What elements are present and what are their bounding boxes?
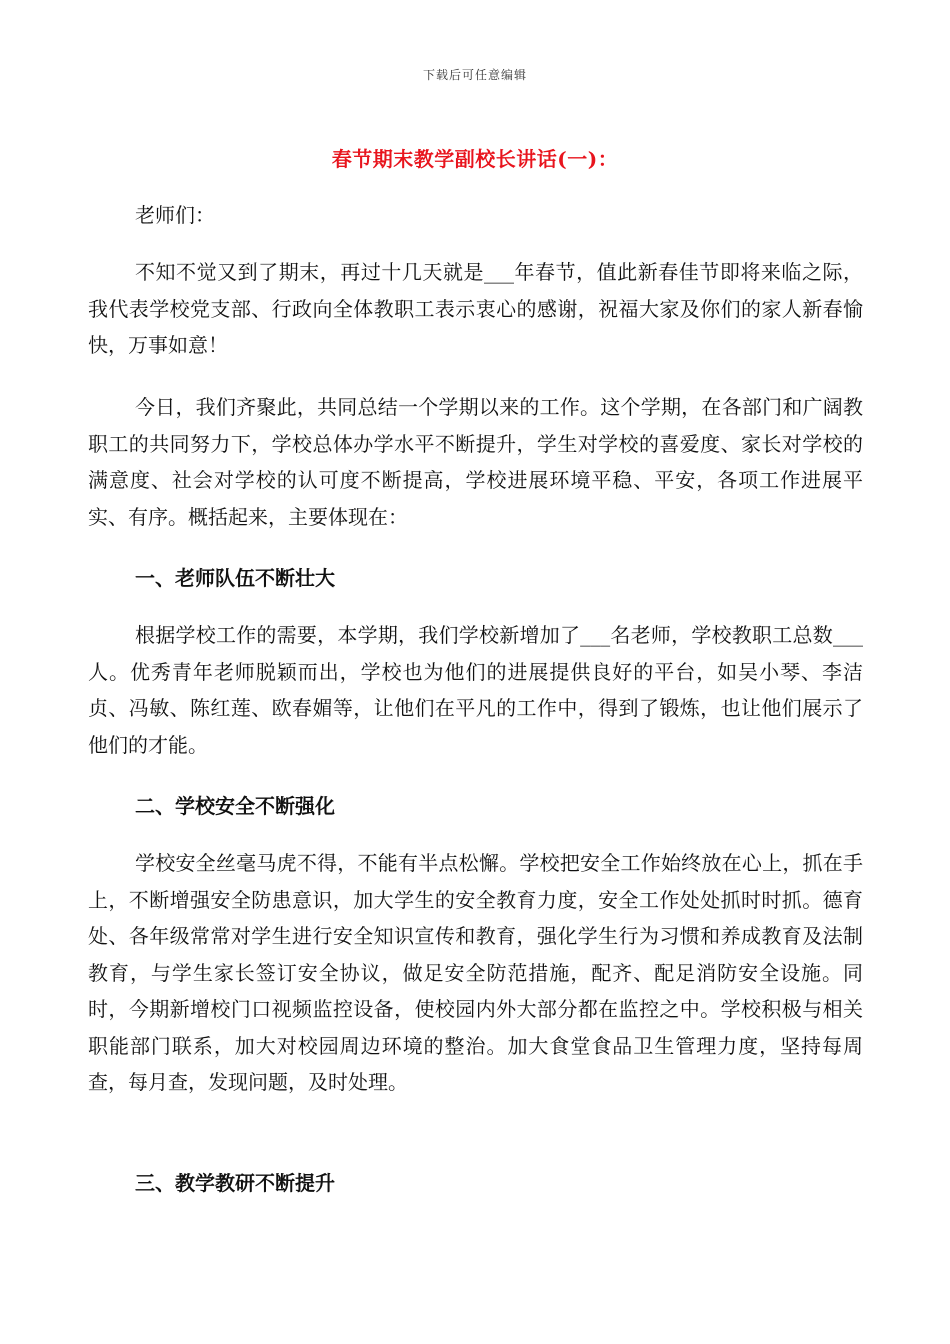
paragraph-2: 今日，我们齐聚此，共同总结一个学期以来的工作。这个学期，在各部门和广阔教职工的共同努力下，学校总体办学水平不断提升，学生对学校的喜爱度、家长对学校的满意度、社会对学校的认可度不断提高，学校进展环境平稳、平安，各项工作进展平实、有序。概括起来，主要体现在： — [88, 395, 863, 529]
salutation — [88, 197, 863, 234]
section-heading-1: 一、老师队伍不断壮大 — [135, 566, 335, 590]
paragraph-3: 根据学校工作的需要，本学期，我们学校新增加了___名老师，学校教职工总数___人。优秀青年老师脱颖而出，学校也为他们的进展提供良好的平台，如吴小琴、李洁贞、冯敏、陈红莲、欧春媚等，让他们在平凡的工作中，得到了锻炼，也让他们展示了他们的才能。 — [88, 623, 863, 757]
paragraph-1: 不知不觉又到了期末，再过十几天就是___年春节，值此新春佳节即将来临之际，我代表学校党支部、行政向全体教职工表示衷心的感谢，祝福大家及你们的家人新春愉快，万事如意！ — [88, 260, 863, 357]
section-heading-2: 二、学校安全不断强化 — [135, 794, 335, 818]
document-title: 春节期末教学副校长讲话(一)： — [331, 147, 619, 171]
header-note: 下载后可任意编辑 — [422, 68, 527, 82]
section-heading-3: 三、教学教研不断提升 — [135, 1171, 335, 1195]
salutation-text: 老师们： — [135, 203, 215, 227]
paragraph-4: 学校安全丝毫马虎不得，不能有半点松懈。学校把安全工作始终放在心上，抓在手上，不断增强安全防患意识，加大学生的安全教育力度，安全工作处处抓时时抓。德育处、各年级常常对学生进行安全知识宣传和教育，强化学生行为习惯和养成教育及法制教育，与学生家长签订安全协议，做足安全防范措施，配齐、配足消防安全设施。同时，今期新增校门口视频监控设备，使校园内外大部分都在监控之中。学校积极与相关职能部门联系，加大对校园周边环境的整治。加大食堂食品卫生管理力度，坚持每周查，每月查，发现问题，及时处理。 — [88, 851, 863, 1094]
